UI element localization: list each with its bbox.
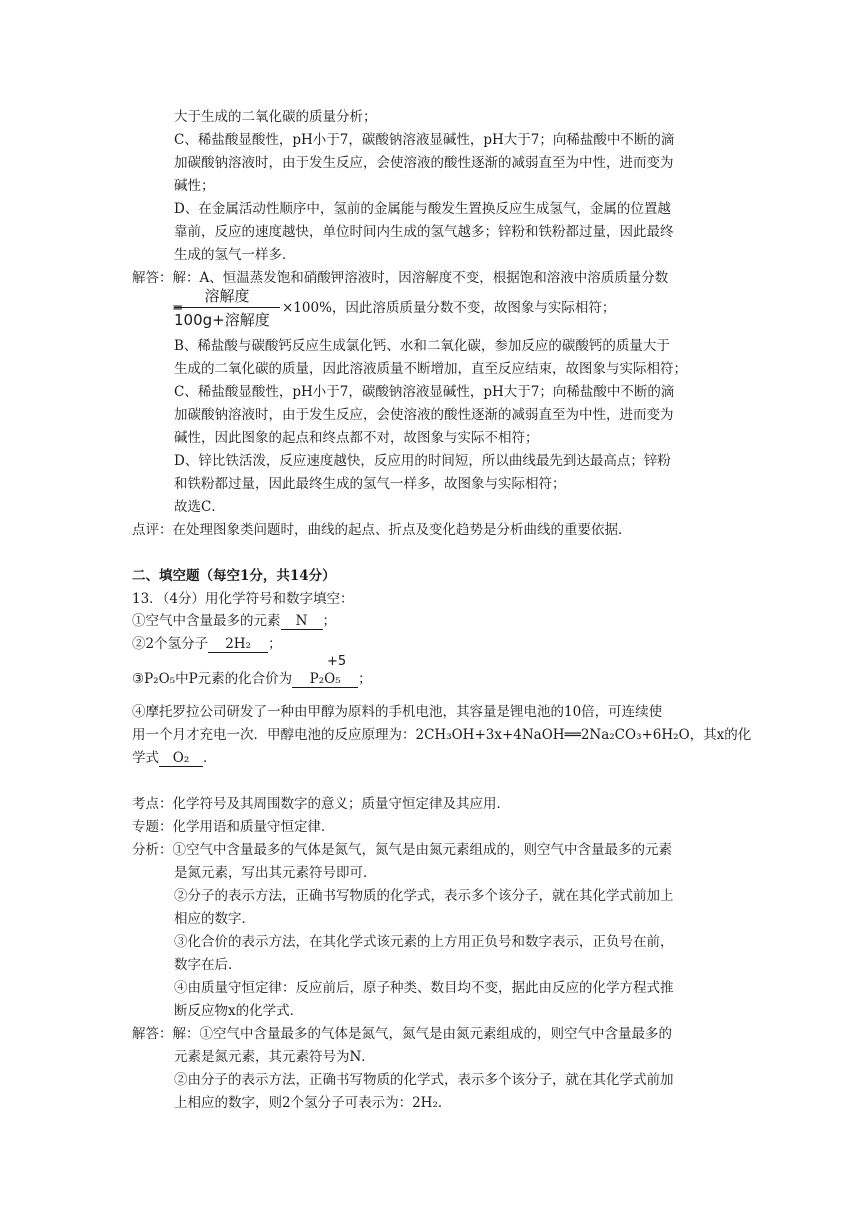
equals-sign: =: [172, 300, 184, 316]
answer-blank: 2H₂: [208, 636, 268, 653]
text-line: 故选C．: [174, 499, 225, 515]
section-heading: 二、填空题（每空1分，共14分）: [132, 568, 336, 584]
answer-blank: O₂: [159, 750, 203, 767]
question-title: 13．（4分）用化学符号和数字填空：: [132, 591, 354, 607]
text-line: 生成的二氧化碳的质量，因此溶液质量不断增加，直至反应结束，故图象与实际相符；: [174, 361, 687, 377]
text-line: 加碳酸钠溶液时，由于发生反应，会使溶液的酸性逐渐的减弱直至为中性，进而变为: [174, 407, 674, 423]
text-line: 和铁粉都过量，因此最终生成的氢气一样多，故图象与实际相符；: [174, 476, 566, 492]
answer-blank: P₂O₅: [292, 671, 358, 688]
text-line: 加碳酸钠溶液时，由于发生反应，会使溶液的酸性逐渐的减弱直至为中性，进而变为: [174, 155, 674, 171]
text-line: C、稀盐酸显酸性，pH小于7，碳酸钠溶液显碱性，pH大于7；向稀盐酸中不断的滴: [174, 384, 675, 400]
text-line: ②分子的表示方法，正确书写物质的化学式，表示多个该分子，就在其化学式前加上: [174, 888, 674, 904]
item-text: ②2个氢分子: [132, 636, 209, 652]
fraction-denominator: 100g+溶解度: [174, 311, 270, 329]
item-text: 学式: [132, 750, 159, 766]
text-line: ②由分子的表示方法，正确书写物质的化学式，表示多个该分子，就在其化学式前加: [174, 1072, 674, 1088]
fill-item-1: [132, 612, 336, 630]
punct: ；: [268, 636, 282, 652]
fill-item-3: [132, 670, 372, 688]
text-line: 碱性，因此图象的起点和终点都不对，故图象与实际不相符；: [174, 430, 539, 446]
fill-item-2: [132, 635, 282, 653]
text-line: ③化合价的表示方法，在其化学式该元素的上方用正负号和数字表示，正负号在前，: [174, 934, 674, 950]
text-line: 元素是氮元素，其元素符号为N．: [174, 1049, 375, 1065]
fraction-bar: [174, 307, 280, 308]
punct: ；: [358, 671, 372, 687]
text-line: 生成的氢气一样多．: [174, 247, 296, 263]
text-line: 点评：在处理图象类问题时，曲线的起点、折点及变化趋势是分析曲线的重要依据．: [132, 522, 632, 538]
text-line: ×100%，因此溶质质量分数不变，故图象与实际相符；: [282, 300, 616, 316]
text-line: 上相应的数字，则2个氢分子可表示为：2H₂．: [174, 1095, 452, 1111]
text-line: 解答：解：A、恒温蒸发饱和硝酸钾溶液时，因溶解度不变，根据饱和溶液中溶质质量分数: [132, 270, 669, 286]
item-text: ①空气中含量最多的元素: [132, 613, 281, 629]
fraction-numerator: 溶解度: [204, 287, 250, 305]
text-line: ④摩托罗拉公司研发了一种由甲醇为原料的手机电池，其容量是锂电池的10倍，可连续使: [132, 704, 663, 720]
punct: ．: [203, 750, 217, 766]
fill-item-4: [132, 749, 217, 767]
text-line: C、稀盐酸显酸性，pH小于7，碳酸钠溶液显碱性，pH大于7；向稀盐酸中不断的滴: [174, 132, 675, 148]
answer-blank: N: [281, 613, 323, 630]
text-line: 分析：①空气中含量最多的气体是氮气，氮气是由氮元素组成的，则空气中含量最多的元素: [132, 842, 672, 858]
text-line: 大于生成的二氧化碳的质量分析；: [174, 109, 377, 125]
text-line: 断反应物x的化学式．: [174, 1003, 304, 1019]
text-line: 相应的数字．: [174, 911, 255, 927]
text-line: 专题：化学用语和质量守恒定律．: [132, 819, 335, 835]
text-line: 是氮元素，写出其元素符号即可．: [174, 865, 377, 881]
text-line: B、稀盐酸与碳酸钙反应生成氯化钙、水和二氧化碳，参加反应的碳酸钙的质量大于: [174, 338, 670, 354]
text-line: 碱性；: [174, 178, 215, 194]
text-line: 数字在后．: [174, 957, 242, 973]
item-text: ③P₂O₅中P元素的化合价为: [132, 671, 293, 687]
text-line: ④由质量守恒定律：反应前后，原子种类、数目均不变，据此由反应的化学方程式推: [174, 980, 674, 996]
text-line: 解答：解：①空气中含量最多的气体是氮气，氮气是由氮元素组成的，则空气中含量最多的: [132, 1026, 672, 1042]
text-line: 考点：化学符号及其周围数字的意义；质量守恒定律及其应用．: [132, 796, 510, 812]
text-line: D、锌比铁活泼，反应速度越快，反应用的时间短，所以曲线最先到达最高点；锌粉: [174, 453, 671, 469]
text-line: 用一个月才充电一次．甲醇电池的反应原理为：2CH₃OH+3x+4NaOH══2Na₂CO₃+6H₂O，其x的化: [132, 727, 752, 743]
text-line: D、在金属活动性顺序中，氢前的金属能与酸发生置换反应生成氢气，金属的位置越: [174, 201, 671, 217]
text-line: 靠前，反应的速度越快，单位时间内生成的氢气越多；锌粉和铁粉都过量，因此最终: [174, 224, 674, 240]
punct: ；: [322, 613, 336, 629]
valence-superscript: +5: [327, 654, 347, 669]
fraction-formula: [170, 286, 284, 329]
